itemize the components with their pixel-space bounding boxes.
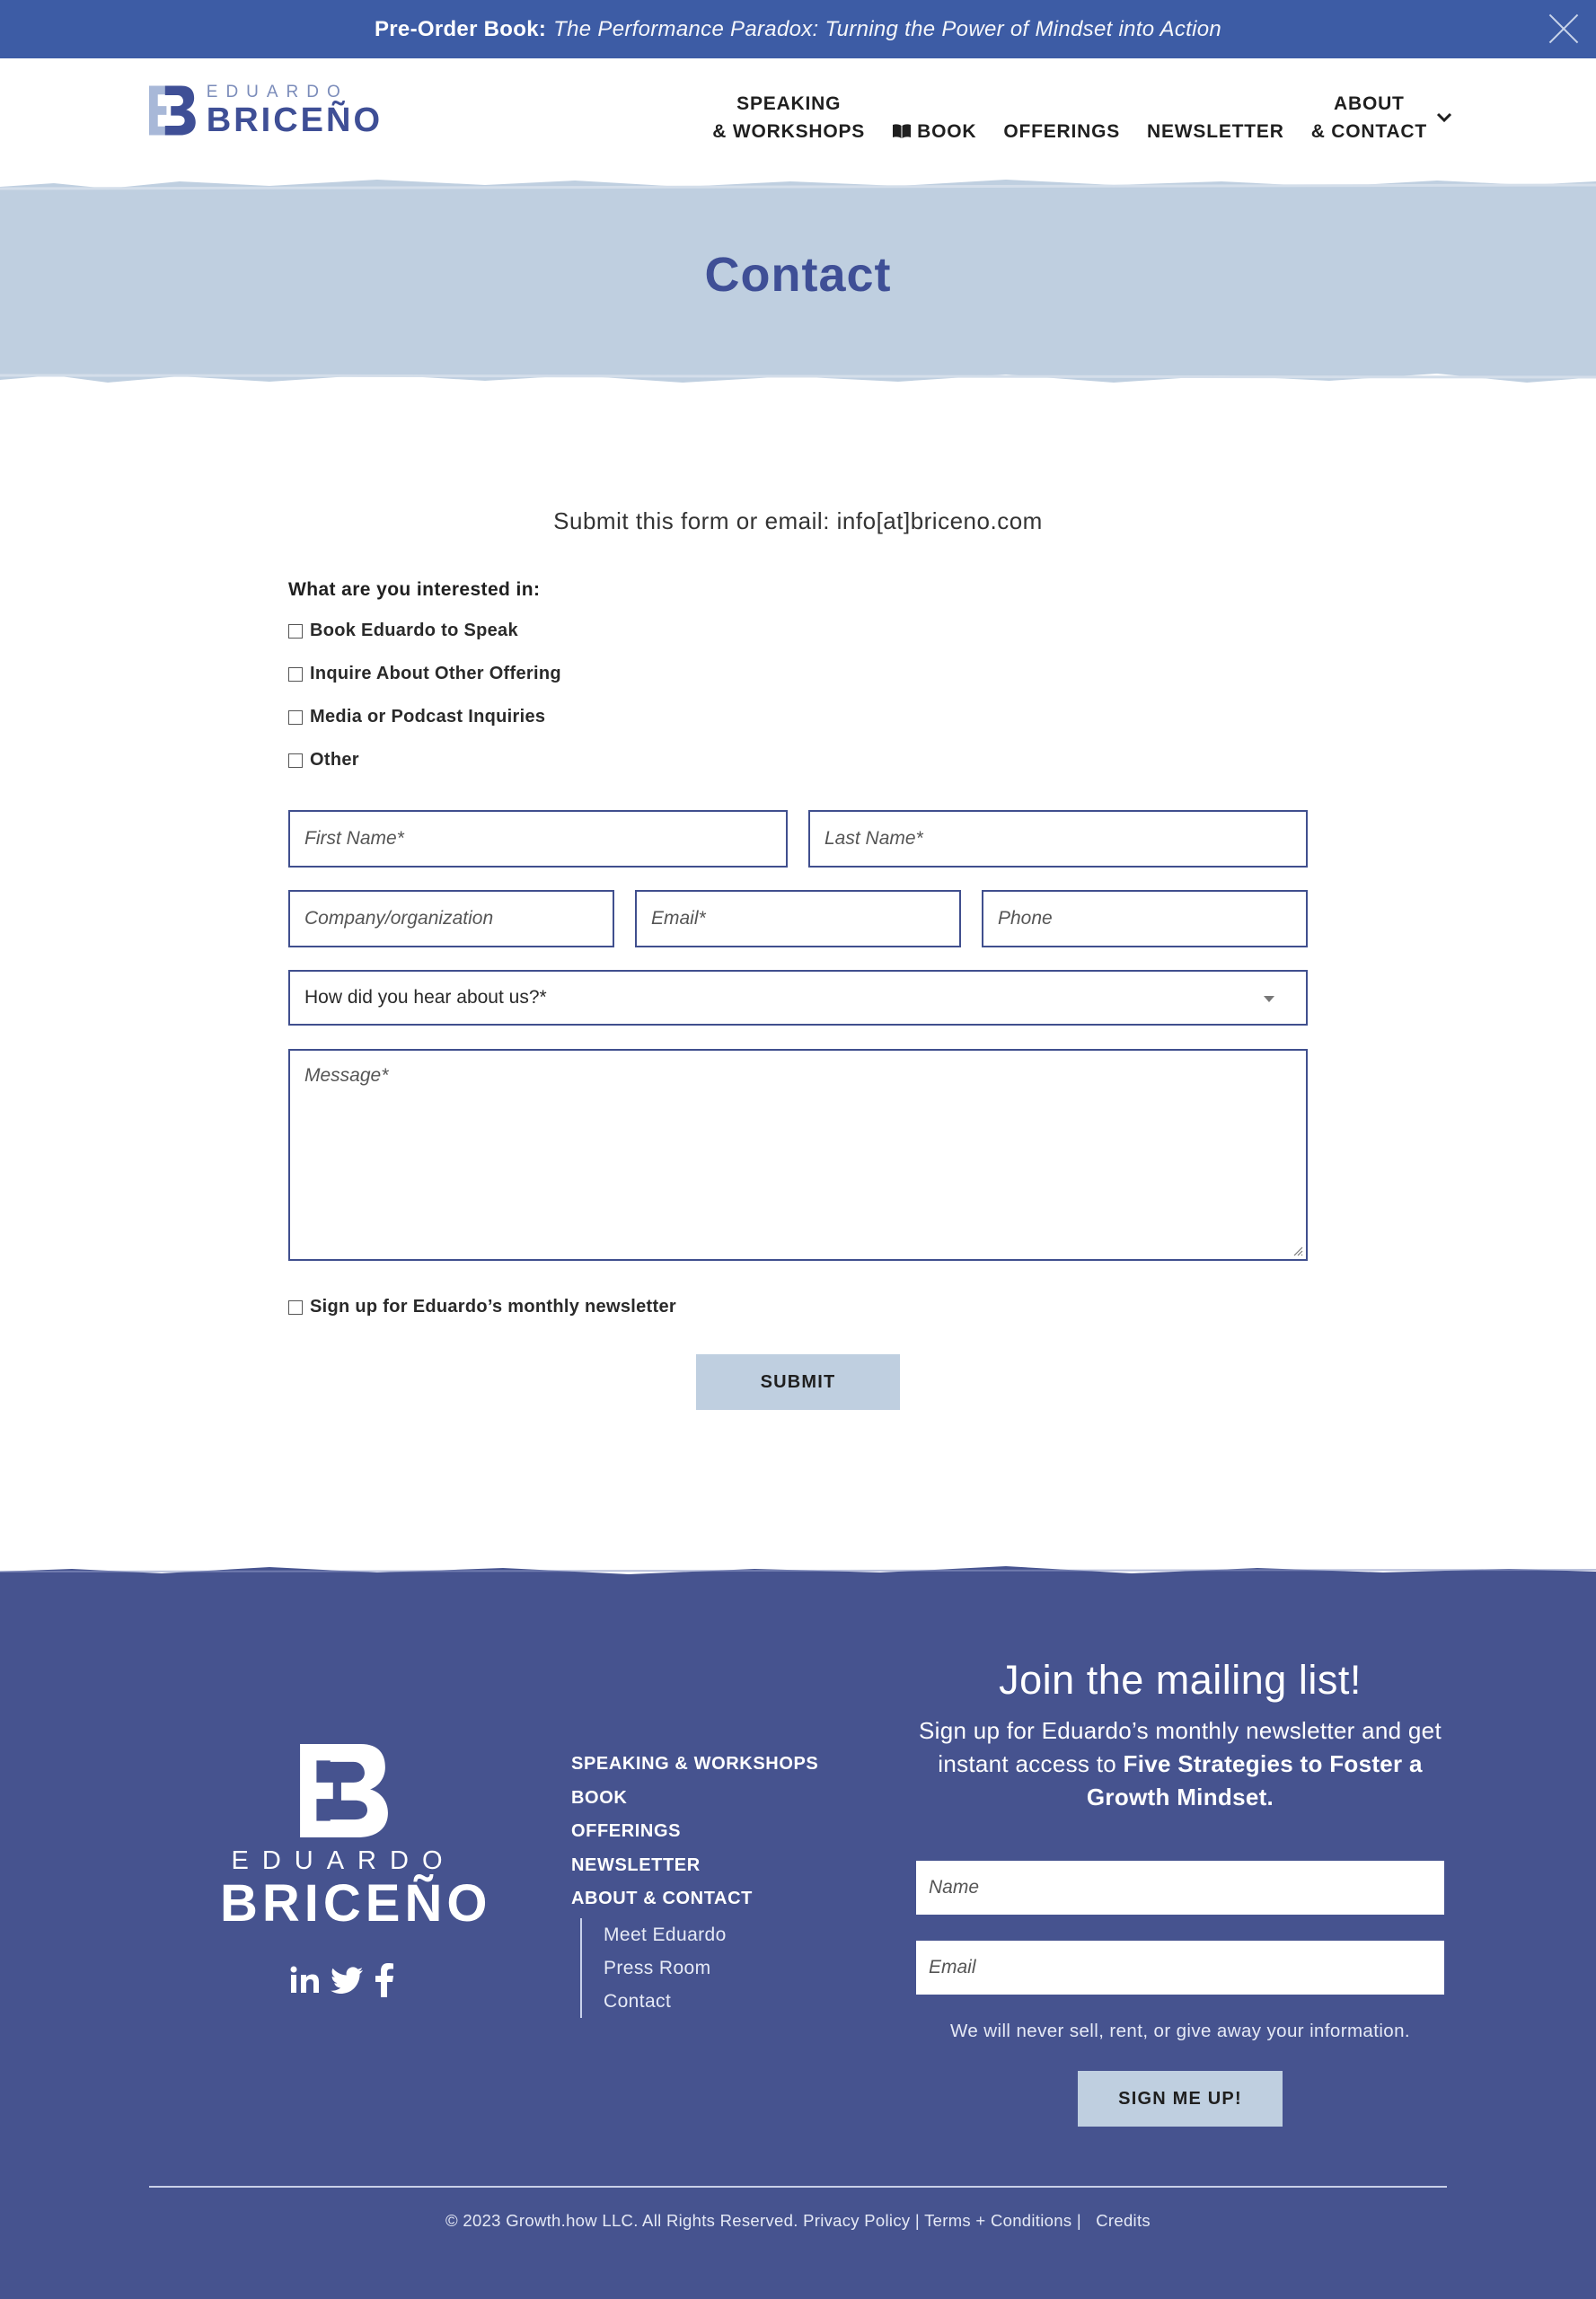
hear-about-select[interactable] (288, 970, 1308, 1026)
mailing-email-field[interactable]: Email (916, 1941, 1444, 1995)
mailing-desc-text: Sign up for Eduardo’s monthly newsletter and get instant access to (919, 1717, 1442, 1777)
twitter-icon[interactable] (331, 1964, 365, 1996)
privacy-policy-link[interactable]: Privacy Policy (803, 2211, 911, 2230)
mailing-list-section (916, 1657, 1444, 1814)
mailing-description (916, 1714, 1444, 1814)
announcement-bar[interactable] (0, 0, 1596, 58)
checkbox[interactable] (288, 710, 303, 725)
contact-intro: Submit this form or email: info[at]briceno.com (553, 507, 1043, 534)
announcement-book-title[interactable]: The Performance Paradox: Turning the Power of Mindset into Action (553, 16, 1222, 41)
option-other[interactable] (288, 750, 1308, 771)
copyright-bar: © 2023 Growth.how LLC. All Rights Reserved. Privacy Policy | Terms + Conditions | Credits (445, 2211, 1151, 2230)
nav-offerings[interactable]: OFFERINGS (1003, 120, 1121, 142)
message-placeholder: Message* (304, 1065, 389, 1086)
resize-handle-icon[interactable] (1291, 1244, 1303, 1256)
credits-link[interactable]: Credits (1096, 2211, 1151, 2230)
interest-group (288, 579, 1308, 771)
copyright-text: © 2023 Growth.how LLC. All Rights Reserved. (445, 2211, 798, 2230)
submit-button[interactable]: SUBMIT (696, 1354, 900, 1410)
footer-link-contact[interactable]: Contact (604, 1990, 672, 2012)
checkbox[interactable] (288, 753, 303, 768)
hear-about-value: How did you hear about us?* (304, 987, 547, 1008)
nav-speaking-workshops[interactable] (712, 90, 865, 145)
linkedin-icon[interactable] (289, 1964, 322, 1996)
mailing-desc-bold: Five Strategies to Foster a Growth Mindset. (1086, 1750, 1423, 1810)
footer-link-about-contact[interactable]: ABOUT & CONTACT (571, 1889, 753, 1908)
option-label: Book Eduardo to Speak (310, 621, 518, 640)
interest-label: What are you interested in: (288, 579, 541, 600)
footer-logo[interactable] (220, 1744, 492, 1933)
footer-link-speaking[interactable]: SPEAKING & WORKSHOPS (571, 1754, 819, 1774)
nav-newsletter[interactable]: NEWSLETTER (1147, 120, 1284, 142)
mailing-name-field[interactable]: Name (916, 1861, 1444, 1915)
site-logo[interactable] (149, 75, 383, 146)
eb-logo-icon (149, 80, 196, 141)
open-book-icon (892, 123, 912, 139)
footer-logo-last-name: BRICEÑO (220, 1874, 492, 1933)
footer-link-meet-eduardo[interactable]: Meet Eduardo (604, 1924, 727, 1945)
site-header (0, 58, 1596, 180)
footer-divider (149, 2186, 1447, 2188)
footer-sub-nav (580, 1918, 818, 2018)
newsletter-optin-label: Sign up for Eduardo’s monthly newsletter (310, 1297, 676, 1317)
footer-logo-first-name: EDUARDO (231, 1846, 456, 1875)
company-field[interactable]: Company/organization (288, 890, 614, 947)
footer-link-book[interactable]: BOOK (571, 1787, 628, 1808)
page-title: Contact (704, 248, 892, 302)
mailing-title: Join the mailing list! (999, 1657, 1362, 1703)
email-field[interactable]: Email* (635, 890, 961, 947)
option-other-offering[interactable] (288, 664, 1308, 684)
nav-about-line1: ABOUT (1334, 93, 1405, 114)
page-hero (0, 171, 1596, 395)
footer-link-press-room[interactable]: Press Room (604, 1957, 711, 1978)
nav-about-line2: & CONTACT (1310, 121, 1427, 142)
nav-book[interactable] (892, 118, 976, 145)
option-book-speak[interactable] (288, 621, 1308, 641)
facebook-icon[interactable] (374, 1963, 395, 1997)
footer-nav (571, 1748, 818, 2018)
checkbox[interactable] (288, 667, 303, 682)
sign-me-up-button[interactable]: SIGN ME UP! (1078, 2071, 1283, 2127)
newsletter-optin[interactable] (288, 1297, 676, 1317)
logo-last-name: BRICEÑO (206, 101, 383, 139)
nav-about-contact[interactable] (1311, 90, 1452, 145)
nav-speaking-line2: & WORKSHOPS (712, 121, 866, 142)
option-media-podcast[interactable] (288, 707, 1308, 727)
phone-field[interactable]: Phone (982, 890, 1308, 947)
option-label: Other (310, 750, 359, 770)
option-label: Inquire About Other Offering (310, 664, 561, 683)
close-icon[interactable] (1548, 13, 1580, 45)
eb-logo-icon (297, 1744, 391, 1837)
nav-speaking-line1: SPEAKING (736, 93, 842, 114)
checkbox[interactable] (288, 624, 303, 639)
first-name-field[interactable]: First Name* (288, 810, 788, 868)
logo-first-name: EDUARDO (206, 83, 348, 101)
chevron-down-icon[interactable] (1436, 112, 1452, 123)
nav-book-label: BOOK (917, 120, 977, 142)
last-name-field[interactable]: Last Name* (808, 810, 1308, 868)
message-field[interactable] (288, 1049, 1308, 1261)
caret-down-icon (1264, 996, 1274, 1002)
privacy-note: We will never sell, rent, or give away your information. (950, 2021, 1410, 2041)
main-nav (712, 90, 1452, 145)
footer-link-newsletter[interactable]: NEWSLETTER (571, 1854, 701, 1875)
checkbox[interactable] (288, 1300, 303, 1315)
footer-link-offerings[interactable]: OFFERINGS (571, 1821, 682, 1841)
option-label: Media or Podcast Inquiries (310, 707, 546, 727)
terms-link[interactable]: Terms + Conditions (924, 2211, 1072, 2230)
announcement-label: Pre-Order Book: (374, 16, 547, 41)
social-links (289, 1963, 395, 1997)
